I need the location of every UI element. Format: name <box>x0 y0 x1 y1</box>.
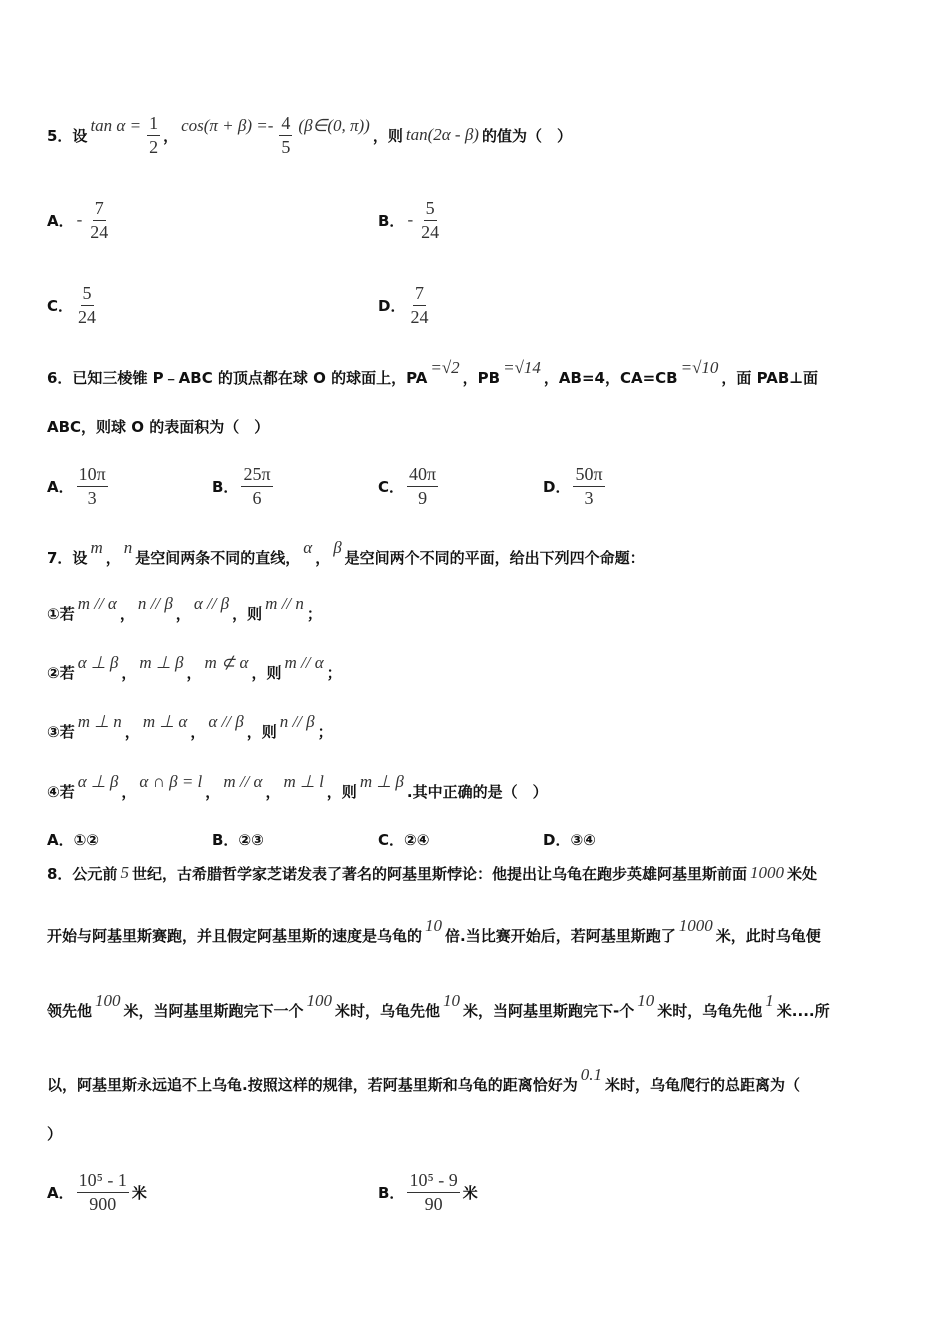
text-line <box>47 532 645 582</box>
text-run: ， <box>175 604 191 623</box>
text-line <box>47 910 821 960</box>
text-run: ABC，则球 O 的表面积为（ ） <box>47 417 270 436</box>
fraction-denominator: 9 <box>418 487 428 508</box>
fraction-numerator: 25π <box>241 463 272 487</box>
text-run: 米 <box>462 1183 478 1202</box>
fraction-denominator: 3 <box>87 487 97 508</box>
text-run: 世纪，古希腊哲学家芝诺发表了著名的阿基里斯悖论：他提出让乌龟在跑步英雄阿基里斯前面 <box>131 864 747 883</box>
text-run: ，则 <box>232 604 263 623</box>
text-run: ， <box>121 782 137 801</box>
text-run: D．③④ <box>543 830 596 849</box>
text-run: D． <box>378 296 406 315</box>
math-expression: m ⊥ l <box>283 772 324 791</box>
text-run: ， <box>186 663 202 682</box>
fraction-numerator: 7 <box>413 282 426 306</box>
fraction <box>147 112 160 158</box>
text-run: ， <box>105 548 121 567</box>
math-expression: =√2 <box>430 358 460 377</box>
text-line <box>543 461 608 511</box>
text-line <box>47 1059 800 1109</box>
text-run: A．①② <box>47 830 100 849</box>
fraction-numerator: 50π <box>573 463 604 487</box>
fraction-denominator: 24 <box>78 306 97 327</box>
math-expression: m ⊥ β <box>359 772 404 791</box>
text-run: ， <box>265 782 281 801</box>
text-run: 米，当阿基里斯跑完下-个 <box>463 1001 635 1020</box>
text-run: 领先他 <box>47 1001 93 1020</box>
text-run: 的值为（ ） <box>481 126 572 145</box>
text-run: 5．设 <box>47 126 88 145</box>
text-run: C． <box>378 477 405 496</box>
fraction <box>241 463 272 509</box>
text-run: 米时，乌龟爬行的总距离为（ <box>604 1075 800 1094</box>
math-expression: - <box>76 210 83 229</box>
text-run: 6．已知三棱锥 P﹣ABC 的顶点都在球 O 的球面上，PA <box>47 368 428 387</box>
text-run: B． <box>212 477 239 496</box>
fraction-denominator: 3 <box>584 487 594 508</box>
text-run: C．②④ <box>378 830 430 849</box>
text-run: D． <box>543 477 571 496</box>
text-run: A． <box>47 211 74 230</box>
math-expression: 5 <box>120 863 129 882</box>
fraction <box>88 197 110 243</box>
text-run: A． <box>47 477 74 496</box>
fraction <box>76 282 98 328</box>
fraction-denominator: 90 <box>424 1193 443 1214</box>
fraction-denominator: 6 <box>252 487 262 508</box>
math-expression: α // β <box>208 712 244 731</box>
text-run: 以，阿基里斯永远追不上乌龟.按照这样的规律，若阿基里斯和乌龟的距离恰好为 <box>47 1075 578 1094</box>
math-expression: 100 <box>95 991 121 1010</box>
math-expression: α ⊥ β <box>77 772 119 791</box>
fraction-numerator: 10π <box>77 463 108 487</box>
fraction-numerator: 10⁵ - 1 <box>77 1169 129 1193</box>
fraction-numerator: 5 <box>424 197 437 221</box>
text-line <box>47 401 269 451</box>
fraction <box>77 463 108 509</box>
text-run: ； <box>306 604 322 623</box>
text-run: 米，此时乌龟便 <box>715 926 821 945</box>
text-run: C． <box>47 296 74 315</box>
math-expression: =√10 <box>680 358 719 377</box>
text-run: ，则 <box>372 126 403 145</box>
text-line <box>378 1167 478 1217</box>
fraction <box>408 282 430 328</box>
fraction-denominator: 5 <box>281 136 291 157</box>
text-run: ； <box>326 663 342 682</box>
text-run: B． <box>378 1183 405 1202</box>
math-expression: m // α <box>77 594 117 613</box>
math-expression: cos(π + β) =- <box>181 116 274 135</box>
text-line <box>47 195 113 245</box>
math-expression: 100 <box>306 991 333 1010</box>
text-run: 米....所 <box>776 1001 830 1020</box>
math-expression: - <box>407 210 414 229</box>
text-run: 8．公元前 <box>47 864 118 883</box>
math-expression: m ⊄ α <box>204 653 249 672</box>
fraction <box>419 197 441 243</box>
text-run: ④若 <box>47 782 75 801</box>
text-line <box>47 110 572 160</box>
fraction-numerator: 7 <box>93 197 106 221</box>
fraction <box>407 1169 459 1215</box>
text-run: ③若 <box>47 722 75 741</box>
math-expression: 10 <box>425 916 443 935</box>
text-run: ， <box>315 548 331 567</box>
math-expression: m ⊥ α <box>142 712 188 731</box>
fraction-numerator: 1 <box>147 112 160 136</box>
fraction-denominator: 2 <box>149 136 159 157</box>
math-expression: m <box>90 538 103 557</box>
text-run: ， <box>124 722 140 741</box>
fraction-numerator: 40π <box>407 463 438 487</box>
text-line <box>47 1167 147 1217</box>
text-run: ②若 <box>47 663 75 682</box>
fraction-denominator: 24 <box>410 306 429 327</box>
math-expression: β <box>333 538 342 557</box>
math-expression: (β∈(0, π)) <box>298 116 370 135</box>
text-run: 米时，乌龟先他 <box>335 1001 441 1020</box>
math-expression: α ⊥ β <box>77 653 119 672</box>
text-run: 是空间两个不同的平面，给出下列四个命题： <box>344 548 645 567</box>
math-expression: α // β <box>193 594 230 613</box>
text-run: 米处 <box>786 864 817 883</box>
text-line <box>47 766 548 816</box>
text-run: B．②③ <box>212 830 264 849</box>
math-expression: m ⊥ β <box>139 653 184 672</box>
text-run: 倍.当比赛开始后，若阿基里斯跑了 <box>445 926 676 945</box>
text-line <box>47 280 101 330</box>
text-run: ） <box>47 1124 63 1143</box>
text-line <box>378 280 433 330</box>
fraction <box>77 1169 129 1215</box>
fraction-denominator: 900 <box>89 1193 117 1214</box>
math-expression: α ∩ β = l <box>139 772 203 791</box>
text-line <box>212 461 276 511</box>
math-expression: tan(2α - β) <box>405 125 479 144</box>
text-run: .其中正确的是（ ） <box>406 782 548 801</box>
text-run: 7．设 <box>47 548 88 567</box>
math-expression: =√14 <box>503 358 541 377</box>
fraction-denominator: 24 <box>421 221 440 242</box>
fraction-numerator: 5 <box>81 282 94 306</box>
text-run: 是空间两条不同的直线， <box>135 548 301 567</box>
text-line <box>378 461 441 511</box>
text-line <box>378 195 444 245</box>
fraction-denominator: 24 <box>90 221 109 242</box>
text-run: ，则 <box>251 663 282 682</box>
math-expression: 0.1 <box>580 1065 602 1084</box>
math-expression: n // β <box>279 712 315 731</box>
fraction <box>407 463 438 509</box>
math-expression: 1000 <box>749 863 784 882</box>
fraction <box>279 112 292 158</box>
math-expression: tan α = <box>90 116 142 135</box>
text-line <box>47 461 111 511</box>
math-expression: n // β <box>137 594 173 613</box>
text-run: B． <box>378 211 405 230</box>
text-run: 米 <box>131 1183 147 1202</box>
math-expression: m ⊥ n <box>77 712 122 731</box>
text-run: ，则 <box>326 782 357 801</box>
text-run: ， <box>121 663 137 682</box>
text-run: ，AB=4，CA=CB <box>543 368 678 387</box>
text-line <box>47 352 818 402</box>
text-run: ， <box>190 722 206 741</box>
text-line <box>47 706 333 756</box>
math-expression: α <box>303 538 313 557</box>
text-line <box>47 848 817 898</box>
fraction <box>573 463 604 509</box>
text-line <box>47 985 830 1035</box>
fraction-numerator: 10⁵ - 9 <box>407 1169 459 1193</box>
text-line <box>47 588 322 638</box>
math-expression: m // α <box>284 653 324 672</box>
math-expression: m // n <box>265 594 304 613</box>
text-run: 开始与阿基里斯赛跑，并且假定阿基里斯的速度是乌龟的 <box>47 926 423 945</box>
math-expression: 10 <box>443 991 461 1010</box>
text-run: ，面 PAB⊥面 <box>721 368 819 387</box>
text-run: ，则 <box>246 722 277 741</box>
text-run: ， <box>163 126 179 145</box>
math-expression: 1 <box>765 991 774 1010</box>
math-expression: 10 <box>637 991 655 1010</box>
text-run: ， <box>119 604 135 623</box>
math-expression: 1000 <box>678 916 713 935</box>
text-run: ，PB <box>462 368 501 387</box>
text-run: 米，当阿基里斯跑完下一个 <box>123 1001 304 1020</box>
text-line <box>47 1108 62 1158</box>
math-expression: n <box>123 538 133 557</box>
text-line <box>47 647 342 697</box>
text-run: ， <box>205 782 221 801</box>
math-expression: m // α <box>223 772 263 791</box>
text-run: ①若 <box>47 604 75 623</box>
fraction-numerator: 4 <box>279 112 292 136</box>
text-run: A． <box>47 1183 74 1202</box>
text-run: ； <box>317 722 333 741</box>
text-run: 米时，乌龟先他 <box>657 1001 763 1020</box>
